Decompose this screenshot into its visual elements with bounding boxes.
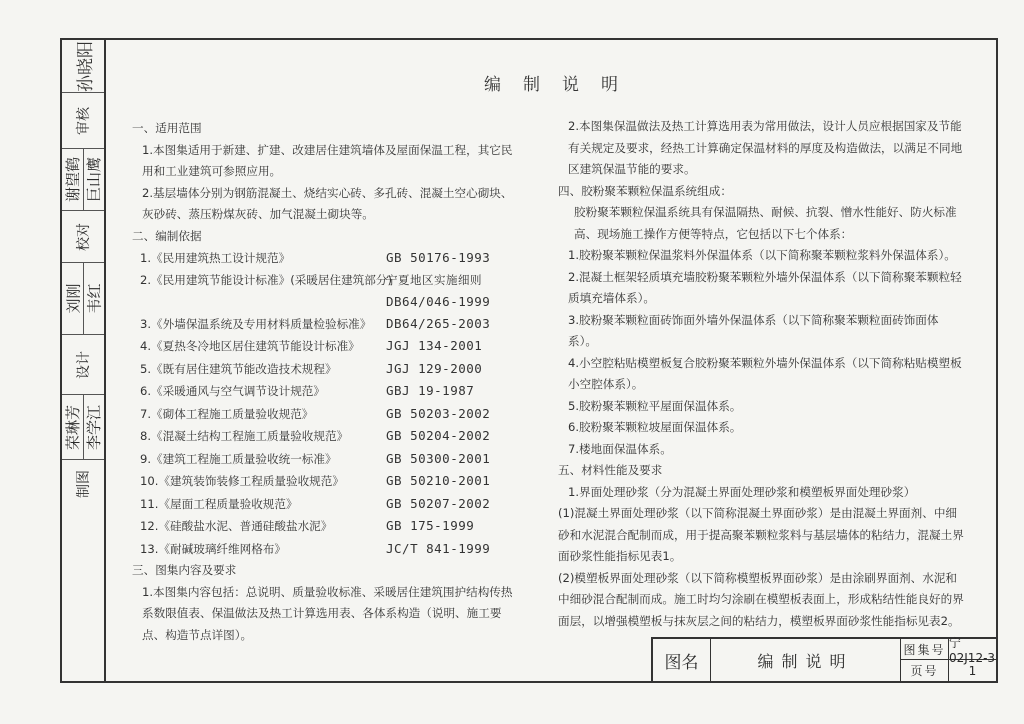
drawing-frame (104, 38, 998, 683)
paragraph: 1.本图集适用于新建、扩建、改建居住建筑墙体及屋面保温工程，其它民用和工业建筑可参照应用。 (142, 142, 513, 178)
reference-list (128, 247, 518, 560)
handwritten-name: 韦红 (85, 283, 104, 314)
page-title: 编制说明 (484, 75, 640, 95)
reference-item: 2.《民用建筑节能设计标准》(采暖居住建筑部分) 宁夏地区实施细则 (140, 272, 482, 287)
section-heading: 一、适用范围 (132, 121, 202, 135)
handwritten-name: 李学江 (85, 404, 104, 450)
system-item: 5.胶粉聚苯颗粒平屋面保温体系。 (568, 398, 742, 413)
handwritten-name: 孙晓阳 (75, 40, 96, 92)
handwritten-name: 荣琳芳 (64, 404, 83, 450)
paragraph: (2)模塑板界面处理砂浆（以下简称模塑板界面砂浆）是由涂刷界面剂、水泥和中细砂混合配制而成。施工时均匀涂刷在模塑板表面上，形成粘结性能良好的界面层，以增强模塑板与抹灰层之间的粘结力，模塑板界面砂浆性能指标见表2。 (558, 570, 964, 628)
drawing-name-label: 图名 (653, 639, 711, 681)
reference-item: 7.《砌体工程施工质量验收规范》 GB 50203-2002 (140, 405, 491, 421)
system-item: 2.混凝土框架轻质填充墙胶粉聚苯颗粒外墙外保温体系（以下简称聚苯颗粒轻质填充墙体系）。 (568, 269, 962, 305)
reference-item: DB64/046-1999 (386, 294, 491, 309)
section-heading: 四、胶粉聚苯颗粒保温系统组成： (558, 183, 732, 198)
design-label: 设计 (76, 350, 92, 379)
handwritten-name: 谢望鹤 (64, 156, 83, 203)
paragraph: 2.本图集保温做法及热工计算选用表为常用做法，设计人员应根据国家及节能有关规定及要求，经热工计算确定保温材料的厚度及构造做法，以满足不同地区建筑保温节能的要求。 (568, 119, 963, 176)
reference-item: 3.《外墙保温系统及专用材料质量检验标准》 DB64/265-2003 (140, 315, 491, 331)
drawing-name-value: 编制说明 (711, 639, 901, 681)
system-item: 1.胶粉聚苯颗粒保温浆料外保温体系（以下简称聚苯颗粒浆料外保温体系）。 (568, 248, 956, 262)
handwritten-name: 刘刚 (64, 283, 83, 314)
drafting-label: 制图 (76, 470, 92, 498)
reference-item: 6.《采暖通风与空气调节设计规范》 GBJ 19-1987 (140, 383, 475, 398)
section-heading: 五、材料性能及要求 (558, 463, 663, 477)
section-heading: 二、编制依据 (132, 228, 202, 243)
page-number-label: 页号 (901, 660, 949, 681)
signature-strip (60, 38, 104, 683)
strip-cell-signature-3 (62, 263, 104, 335)
system-item: 6.胶粉聚苯颗粒坡屋面保温体系。 (568, 420, 742, 434)
review-label: 审核 (76, 106, 92, 135)
atlas-number-label: 图集号 (901, 639, 949, 659)
paragraph: 1.本图集内容包括：总说明、质量验收标准、采暖居住建筑围护结构传热系数限值表、保温做法及热工计算选用表、各体系构造（说明、施工要点、构造节点详图）。 (142, 584, 513, 642)
atlas-number-row (901, 635, 996, 665)
strip-cell-signature-2 (62, 149, 104, 211)
section-heading: 三、图集内容及要求 (132, 563, 237, 577)
strip-cell-check-label (62, 211, 104, 263)
title-block (651, 637, 996, 681)
handwritten-name: 巨山鹰 (85, 156, 104, 203)
paragraph: 胶粉聚苯颗粒保温系统具有保温隔热、耐候、抗裂、憎水性能好、防火标准高、现场施工操作方便等特点，它包括以下七个体系： (574, 205, 957, 241)
page-number-value: 1 (968, 663, 977, 678)
page-number-row (901, 660, 996, 681)
atlas-number-value: 宁02J12-3 (949, 635, 996, 665)
system-item: 7.楼地面保温体系。 (568, 441, 672, 456)
strip-cell-signature-1 (62, 40, 104, 93)
check-label: 校对 (76, 222, 92, 251)
strip-cell-drafting-label (62, 460, 104, 508)
paragraph: 1.界面处理砂浆（分为混凝土界面处理砂浆和模塑板界面处理砂浆） (568, 484, 916, 499)
reference-item: 11.《屋面工程质量验收规范》 GB 50207-2002 (140, 495, 491, 511)
reference-item: 10.《建筑装饰装修工程质量验收规范》 GB 50210-2001 (140, 473, 491, 488)
reference-item: 12.《硅酸盐水泥、普通硅酸盐水泥》 GB 175-1999 (140, 518, 475, 533)
paragraph: (1)混凝土界面处理砂浆（以下简称混凝土界面砂浆）是由混凝土界面剂、中细砂和水泥混合配制而成，用于提高聚苯颗粒浆料与基层墙体的粘结力，混凝土界面砂浆性能指标见表1。 (558, 506, 964, 563)
reference-item: 5.《既有居住建筑节能改造技术规程》 JGJ 129-2000 (140, 360, 483, 376)
strip-cell-design-label (62, 335, 104, 395)
reference-item: 4.《夏热冬冷地区居住建筑节能设计标准》 JGJ 134-2001 (140, 338, 483, 353)
paragraph: 2.基层墙体分别为钢筋混凝土、烧结实心砖、多孔砖、混凝土空心砌块、灰砂砖、蒸压粉煤灰砖、加气混凝土砌块等。 (142, 185, 513, 221)
strip-cell-review-label (62, 93, 104, 149)
system-item: 4.小空腔粘贴模塑板复合胶粉聚苯颗粒外墙外保温体系（以下简称粘贴模塑板小空腔体系）。 (568, 355, 962, 391)
system-item: 3.胶粉聚苯颗粒面砖饰面外墙外保温体系（以下简称聚苯颗粒面砖饰面体系）。 (568, 312, 939, 348)
right-column (554, 116, 966, 632)
strip-cell-signature-4 (62, 395, 104, 460)
reference-item: 8.《混凝土结构工程施工质量验收规范》 GB 50204-2002 (140, 428, 491, 443)
reference-item: 9.《建筑工程施工质量验收统一标准》 GB 50300-2001 (140, 450, 491, 466)
reference-item: 1.《民用建筑热工设计规范》 GB 50176-1993 (140, 250, 491, 265)
left-column (128, 118, 518, 646)
reference-item: 13.《耐碱玻璃纤维网格布》 JC/T 841-1999 (140, 540, 491, 556)
